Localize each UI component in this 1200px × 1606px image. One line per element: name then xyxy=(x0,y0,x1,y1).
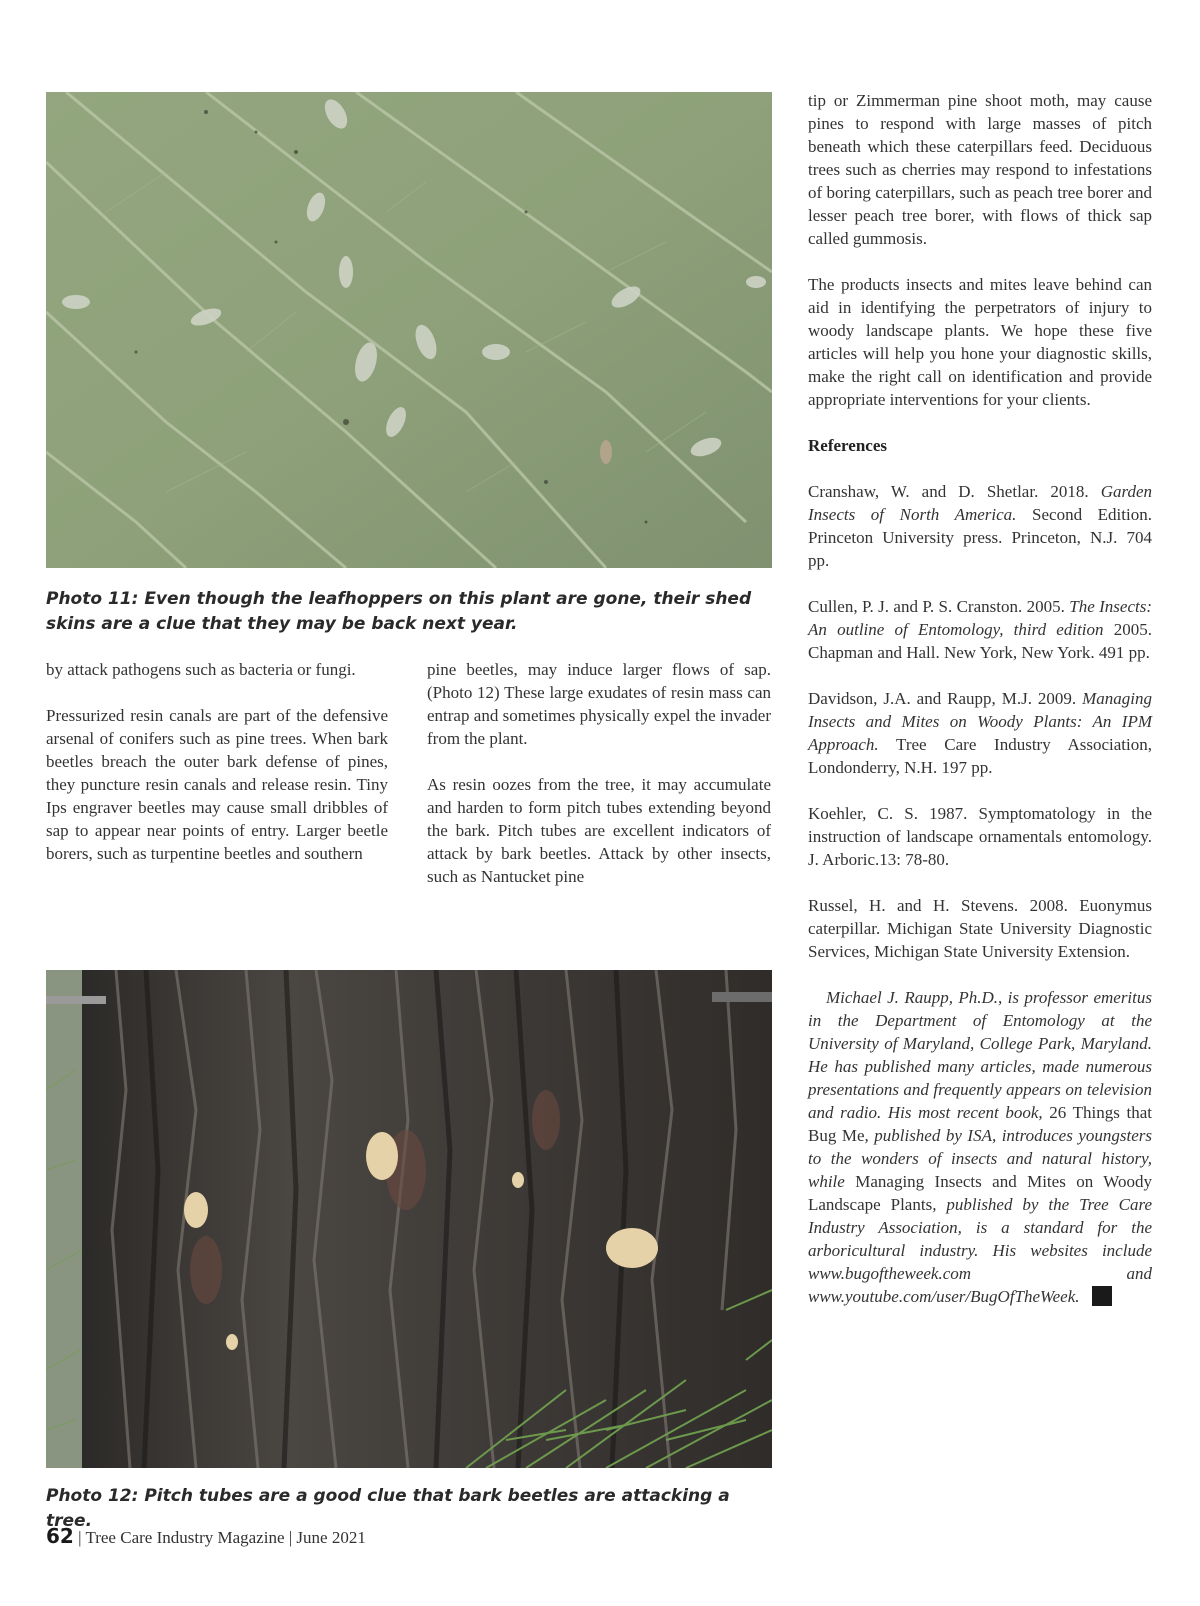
end-of-article-mark xyxy=(1092,1286,1112,1306)
references-heading: References xyxy=(808,436,887,455)
body-column-left xyxy=(46,658,388,865)
body-column-right xyxy=(808,89,1152,1308)
paragraph: The products insects and mites leave behind can aid in identifying the perpetrators of injury to woody landscape plants. We hope these five articles will help you hone your diagnostic skills, make the right call on identification and provide appropriate interventions for your clients. xyxy=(808,275,1152,409)
photo-11-caption: Photo 11: Even though the leafhoppers on this plant are gone, their shed skins are a clue that they may be back next year. xyxy=(46,589,752,634)
reference-item: Cullen, P. J. and P. S. Cranston. 2005. The Insects: An outline of Entomology, third edition 2005. Chapman and Hall. New York, New York. 491 pp. xyxy=(808,597,1152,662)
photo-leafhopper-skins xyxy=(46,92,772,568)
body-column-middle xyxy=(427,658,771,888)
paragraph: by attack pathogens such as bacteria or fungi. xyxy=(46,660,356,679)
paragraph: pine beetles, may induce larger flows of sap. (Photo 12) These large exudates of resin mass can entrap and sometimes physically expel the invader from the plant. xyxy=(427,660,771,748)
reference-item: Cranshaw, W. and D. Shetlar. 2018. Garden Insects of North America. Second Edition. Princeton University press. Princeton, N.J. 704 pp. xyxy=(808,482,1152,570)
page-number: 62 xyxy=(46,1524,74,1548)
paragraph: Pressurized resin canals are part of the defensive arsenal of conifers such as pine trees. When bark beetles breach the outer bark defense of pines, they puncture resin canals and release resin. Tiny Ips engraver beetles may cause small dribbles of sap to appear near points of entry. Larger beetle borers, such as turpentine beetles and southern xyxy=(46,706,388,863)
footer-publication: | Tree Care Industry Magazine | June 2021 xyxy=(73,1528,366,1547)
reference-item: Russel, H. and H. Stevens. 2008. Euonymus caterpillar. Michigan State University Diagnostic Services, Michigan State University Extension. xyxy=(808,896,1152,961)
paragraph: tip or Zimmerman pine shoot moth, may cause pines to respond with large masses of pitch beneath which these caterpillars feed. Deciduous trees such as cherries may respond to infestations of boring caterpillars, such as peach tree borer and lesser peach tree borer, with flows of thick sap called gummosis. xyxy=(808,91,1152,248)
paragraph: As resin oozes from the tree, it may accumulate and harden to form pitch tubes extending beyond the bark. Pitch tubes are excellent indicators of attack by bark beetles. Attack by other insects, such as Nantucket pine xyxy=(427,775,771,886)
photo-12-caption: Photo 12: Pitch tubes are a good clue that bark beetles are attacking a tree. xyxy=(46,1486,730,1531)
author-bio: Michael J. Raupp, Ph.D., is professor emeritus in the Department of Entomology at the University of Maryland, College Park, Maryland. He has published many articles, made numerous presentations and frequently appears on television and radio. His most recent book, 26 Things that Bug Me, published by ISA, introduces youngsters to the wonders of insects and natural history, while Managing Insects and Mites on Woody Landscape Plants, published by the Tree Care Industry Association, is a standard for the arboricultural industry. His websites include www.bugoftheweek.com and www.youtube.com/user/BugOfTheWeek. xyxy=(808,988,1152,1306)
reference-item: Davidson, J.A. and Raupp, M.J. 2009. Managing Insects and Mites on Woody Plants: An IPM Approach. Tree Care Industry Association, Londonderry, N.H. 197 pp. xyxy=(808,689,1152,777)
photo-pitch-tubes xyxy=(46,970,772,1468)
reference-item: Koehler, C. S. 1987. Symptomatology in the instruction of landscape ornamentals entomology. J. Arboric.13: 78-80. xyxy=(808,804,1152,869)
page-footer xyxy=(46,1524,366,1548)
